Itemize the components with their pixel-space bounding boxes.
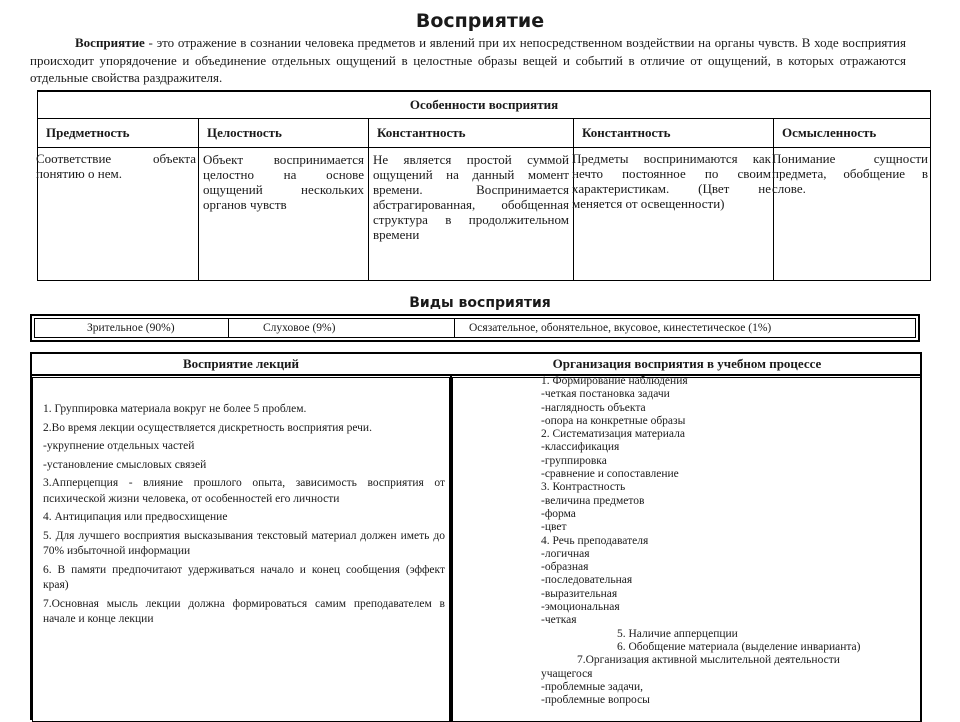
org-item: 6. Обобщение материала (выделение инварианта)	[617, 640, 861, 653]
org-item: -последовательная	[541, 574, 633, 587]
org-item: -четкая постановка задачи	[541, 388, 670, 401]
types-box	[30, 314, 920, 342]
org-item: учащегося	[541, 667, 593, 680]
org-item: -форма	[541, 507, 576, 520]
org-item: 4. Речь преподавателя	[541, 534, 649, 547]
bottom-section	[30, 352, 922, 720]
lecture-item: 5. Для лучшего восприятия высказывания текстовый материал должен иметь до 70% избыточной информации	[43, 529, 445, 557]
org-item: -выразительная	[541, 587, 618, 600]
feature-cell-constancy-2: Предметы воспринимаются как нечто постоянное по своим характеристикам. (Цвет не меняется от освещенности)	[572, 151, 771, 211]
type-other: Осязательное, обонятельное, вкусовое, кинестетическое (1%)	[469, 322, 772, 334]
org-item: 3. Контрастность	[541, 481, 626, 494]
org-item: -цвет	[541, 521, 567, 534]
intro-text: - это отражение в сознании человека предметов и явлений при их непосредственном воздействии на органы чувств. В ходе восприятия происходит упорядочение и объединение отдельных ощущений в целостные образы вещей и событий в отличие от ощущений, в которых отражаются отдельные свойства раздражителя.	[30, 35, 906, 85]
feature-cell-meaningfulness: Понимание сущности предмета, обобщение в слове.	[772, 151, 928, 196]
lecture-item: 1. Группировка материала вокруг не более 5 проблем.	[43, 403, 307, 415]
feature-cell-constancy: Не является простой суммой ощущений на данный момент времени. Воспринимается абстрагированная, обобщенная структура в продолжительном времени	[373, 152, 569, 242]
feature-header-constancy: Константность	[369, 119, 574, 148]
lecture-item: 6. В памяти предпочитают удерживаться начало и конец сообщения (эффект края)	[43, 563, 445, 591]
org-item: -четкая	[541, 614, 577, 627]
org-item: 2. Систематизация материала	[541, 428, 685, 441]
types-title: Виды восприятия	[409, 295, 551, 311]
org-item: -сравнение и сопоставление	[541, 468, 679, 481]
org-item: -проблемные задачи,	[541, 680, 643, 693]
org-item: 1. Формирование наблюдения	[541, 375, 688, 387]
org-item: -проблемные вопросы	[541, 694, 650, 707]
organization-list	[541, 375, 921, 707]
org-item: -опора на конкретные образы	[541, 414, 686, 427]
type-visual: Зрительное (90%)	[35, 319, 229, 337]
page-title: Восприятие	[415, 10, 545, 32]
features-caption: Особенности восприятия	[38, 91, 931, 119]
lectures-title: Восприятие лекций	[182, 356, 300, 371]
features-table	[37, 90, 931, 281]
org-item: -группировка	[541, 454, 607, 467]
lecture-item: 7.Основная мысль лекции должна формироваться самим преподавателем в начале и конце лекции	[43, 597, 445, 625]
lecture-item: 4. Антиципация или предвосхищение	[43, 511, 228, 523]
lecture-item: -укрупнение отдельных частей	[43, 440, 195, 452]
lecture-item: 3.Апперцепция - влияние прошлого опыта, зависимость восприятия от психической жизни человека, от особенностей его личности	[43, 477, 445, 505]
organization-column	[452, 377, 922, 722]
lectures-list	[43, 402, 445, 631]
org-item: -величина предметов	[541, 494, 645, 507]
feature-header-constancy-2: Константность	[574, 119, 774, 148]
intro-paragraph	[30, 34, 906, 87]
lecture-item: -установление смысловых связей	[43, 458, 207, 471]
org-item: 5. Наличие апперцепции	[617, 627, 738, 640]
organization-title: Организация восприятия в учебном процессе	[552, 356, 822, 371]
feature-header-integrity: Целостность	[199, 119, 369, 148]
feature-header-meaningfulness: Осмысленность	[774, 119, 931, 148]
org-item: -образная	[541, 561, 589, 574]
intro-term: Восприятие	[75, 35, 145, 50]
org-item: 7.Организация активной мыслительной деятельности	[577, 654, 840, 667]
feature-cell-integrity: Объект воспринимается целостно на основе ощущений нескольких органов чувств	[203, 152, 364, 212]
org-item: -эмоциональная	[541, 601, 620, 614]
feature-header-objectivity: Предметность	[38, 119, 199, 148]
type-auditory: Слуховое (9%)	[229, 319, 455, 337]
feature-cell-objectivity: Соответствие объекта понятию о нем.	[36, 151, 196, 181]
org-item: -наглядность объекта	[541, 401, 646, 414]
org-item: -логичная	[541, 547, 590, 560]
lectures-column	[32, 377, 450, 722]
lecture-item: 2.Во время лекции осуществляется дискретность восприятия речи.	[43, 421, 372, 434]
org-item: -классификация	[541, 441, 620, 454]
